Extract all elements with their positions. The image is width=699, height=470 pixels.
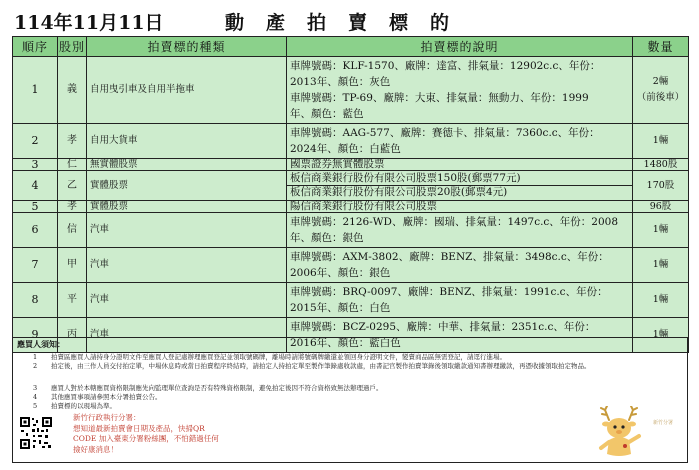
row-number: 2 — [13, 124, 58, 159]
row-unit: 孝 — [58, 124, 87, 159]
page-header — [10, 6, 690, 36]
row-unit: 孝 — [58, 201, 87, 213]
row-type: 汽車 — [87, 248, 287, 283]
row-number: 8 — [13, 283, 58, 318]
row-desc: 陽信商業銀行股份有限公司股票 — [287, 201, 633, 213]
stamp-text: 新竹分署 — [653, 420, 674, 426]
desc-line: 車牌號碼：KLF-1570、廠牌：達富、排氣量：12902c.c、年份： — [290, 60, 601, 72]
row-type: 汽車 — [87, 213, 287, 248]
row-type: 無實體股票 — [87, 159, 287, 171]
row-desc — [287, 213, 633, 248]
row-qty: 1輛 — [633, 283, 689, 318]
row-unit: 義 — [58, 57, 87, 124]
note-text: 拍賣區應買人請持身分證明文件至應買人登記處辦理應買登記並領取號碼牌，離場時請將號碼牌繳還並領回身分證明文件，變賣商品區無需登記，請逕行進場。 — [51, 353, 506, 361]
note-number: 1 — [33, 353, 38, 361]
row-type: 實體股票 — [87, 171, 287, 201]
table-row — [13, 124, 689, 159]
row-type: 自用大貨車 — [87, 124, 287, 159]
table-row — [13, 159, 689, 171]
note-item — [33, 352, 506, 361]
col-header-qty: 數量 — [633, 37, 689, 57]
promo-text — [73, 413, 219, 455]
row-qty: 1輛 — [633, 248, 689, 283]
row-unit: 仁 — [58, 159, 87, 171]
note-text: 拍賣標的以現場為準。 — [51, 402, 116, 410]
note-number: 5 — [33, 402, 38, 410]
desc-line: 年、顏色：銀色 — [290, 232, 364, 244]
promo-line: 新竹行政執行分署： — [73, 413, 141, 422]
row-type: 自用曳引車及自用半拖車 — [87, 57, 287, 124]
row-desc — [287, 283, 633, 318]
page-title: 動產拍賣標的 — [225, 12, 472, 34]
row-unit: 平 — [58, 283, 87, 318]
row-unit: 甲 — [58, 248, 87, 283]
row-number: 7 — [13, 248, 58, 283]
auction-date: 114年11月11日 — [14, 12, 164, 34]
table-row — [13, 283, 689, 318]
desc-line: 年、顏色：藍色 — [290, 108, 364, 120]
row-desc — [287, 124, 633, 159]
row-unit: 丙 — [58, 318, 87, 353]
row-qty: 1輛 — [633, 124, 689, 159]
row-number: 1 — [13, 57, 58, 124]
row-number: 4 — [13, 171, 58, 201]
note-number: 2 — [33, 362, 38, 370]
desc-line: 車牌號碼：BCZ-0295、廠牌：中華、排氣量：2351c.c、年份： — [290, 321, 596, 333]
desc-line: 2006年、顏色：銀色 — [290, 267, 391, 279]
note-item — [33, 392, 162, 401]
row-desc — [287, 171, 633, 201]
row-qty: 170股 — [633, 171, 689, 201]
deer-mascot-icon — [595, 406, 651, 460]
row-number: 5 — [13, 201, 58, 213]
desc-line: 板信商業銀行股份有限公司股票20股(郵票4元) — [290, 186, 508, 198]
buyer-notes — [12, 337, 688, 463]
row-unit: 信 — [58, 213, 87, 248]
desc-line: 車牌號碼：TP-69、廠牌：大東、排氣量：無動力、年份：1999 — [290, 92, 589, 104]
note-text: 其他應買事項請參照本分署拍賣公告。 — [51, 393, 162, 401]
note-number: 3 — [33, 384, 38, 392]
table-row — [13, 171, 689, 201]
row-number: 3 — [13, 159, 58, 171]
table-row — [13, 201, 689, 213]
note-item — [33, 401, 116, 410]
table-row — [13, 57, 689, 124]
row-qty: 1480股 — [633, 159, 689, 171]
table-row — [13, 213, 689, 248]
qr-code-icon[interactable] — [19, 416, 53, 450]
desc-line: 2016年、顏色：藍白色 — [290, 337, 401, 349]
row-qty — [633, 57, 689, 124]
row-type: 實體股票 — [87, 201, 287, 213]
col-header-type: 拍賣標的種類 — [87, 37, 287, 57]
table-row — [13, 248, 689, 283]
row-number: 6 — [13, 213, 58, 248]
row-number: 9 — [13, 318, 58, 353]
row-qty: 1輛 — [633, 213, 689, 248]
row-type: 汽車 — [87, 318, 287, 353]
note-item — [33, 383, 383, 392]
notes-title: 應買人須知： — [17, 339, 65, 349]
promo-line: 撿好康消息！ — [73, 444, 118, 454]
desc-line: 2015年、顏色：白色 — [290, 302, 391, 314]
promo-line: CODE 加入臺東分署粉絲團，不怕錯過任何 — [73, 434, 219, 443]
desc-line: 2024年、顏色：白藍色 — [290, 143, 401, 155]
row-desc — [287, 57, 633, 124]
note-text: 拍定後，由三作人員交付拍定單，中場休息時或當日拍賣程序終結時，請拍定人持拍定單至製作筆錄處收款處，由書記官製作拍賣筆錄後領取繳款通知書辦理繳款，再憑收據領取拍定物品。 — [51, 362, 591, 370]
table-header-row — [13, 37, 689, 57]
desc-line: 車牌號碼：AXM-3802、廠牌：BENZ、排氣量：3498c.c、年份： — [290, 251, 609, 263]
desc-line: 車牌號碼：BRQ-0097、廠牌：BENZ、排氣量：1991c.c、年份： — [290, 286, 608, 298]
row-qty: 1輛 — [633, 318, 689, 353]
row-desc — [287, 248, 633, 283]
row-qty: 96股 — [633, 201, 689, 213]
note-text: 應買人對於本轄應買資格限制應先向監理單位查詢是否有特殊資格限制，避免拍定後因不符合資格致無法辦理過戶。 — [51, 384, 383, 392]
note-item — [33, 361, 591, 370]
col-header-order: 順序 — [13, 37, 58, 57]
row-unit: 乙 — [58, 171, 87, 201]
auction-table — [12, 36, 689, 353]
desc-line: 車牌號碼：AAG-577、廠牌：賽德卡、排氣量：7360c.c、年份： — [290, 127, 600, 139]
promo-line: 想知道最新拍賣會日期及產品，快掃QR — [73, 423, 205, 433]
desc-line: 2013年、顏色：灰色 — [290, 76, 391, 88]
col-header-unit: 股別 — [58, 37, 87, 57]
col-header-desc: 拍賣標的說明 — [287, 37, 633, 57]
row-type: 汽車 — [87, 283, 287, 318]
qty-line: 2輛 — [652, 76, 669, 87]
note-number: 4 — [33, 393, 38, 401]
row-desc: 國票證券無實體股票 — [287, 159, 633, 171]
desc-line: 車牌號碼：2126-WD、廠牌：國瑞、排氣量：1497c.c、年份：2008 — [290, 216, 619, 228]
desc-line: 板信商業銀行股份有限公司股票150股(郵票77元) — [290, 172, 521, 184]
qty-line: （前後車） — [636, 92, 685, 103]
